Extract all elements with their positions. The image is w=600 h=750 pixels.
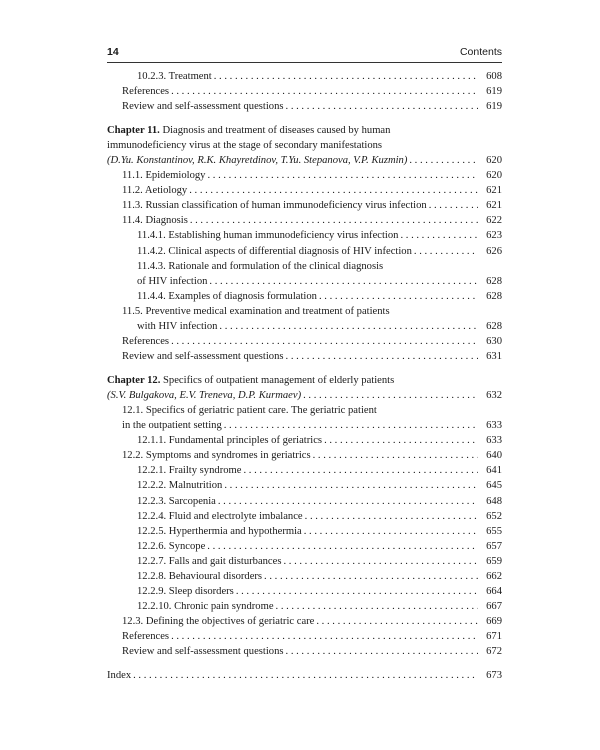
toc-entry[interactable] [107, 274, 502, 289]
dot-leader [189, 183, 478, 198]
page-ref: 633 [486, 435, 502, 447]
section-gap [107, 364, 502, 373]
toc-entry[interactable] [107, 198, 502, 213]
running-title: Contents [459, 46, 502, 58]
page-ref: 659 [486, 555, 502, 567]
header-rule [107, 62, 502, 63]
entry-title: 12.2.9. Sleep disorders [137, 586, 234, 598]
page-ref: 626 [486, 245, 502, 257]
page-ref: 623 [486, 230, 502, 242]
dot-leader [236, 584, 478, 599]
entry-title: 12.2.6. Syncope [137, 540, 206, 552]
entry-title: 11.3. Russian classification of human immunodeficiency virus infection [122, 200, 427, 212]
page-ref: 655 [486, 525, 502, 537]
page-ref: 622 [486, 215, 502, 227]
page-ref: 633 [486, 420, 502, 432]
page-ref: 628 [486, 321, 502, 332]
page-ref: 645 [486, 480, 502, 492]
entry-title: 12.2.7. Falls and gait disturbances [137, 555, 282, 567]
dot-leader [243, 463, 478, 478]
toc-entry[interactable] [107, 554, 502, 569]
section-gap [107, 660, 502, 669]
entry-title: in the outpatient setting [122, 420, 222, 432]
dot-leader [276, 599, 478, 614]
page-ref: 648 [486, 495, 502, 507]
chapter-authors: (S.V. Bulgakova, E.V. Treneva, D.P. Kurmaev) [107, 389, 302, 401]
page-ref: 667 [486, 601, 502, 613]
entry-title: Index [107, 670, 132, 682]
dot-leader [324, 433, 478, 448]
chapter-title: Diagnosis and treatment of diseases caused by human [162, 124, 391, 136]
dot-leader [303, 388, 478, 403]
entry-title: 12.1.1. Fundamental principles of geriatrics [137, 435, 323, 447]
dot-leader [409, 153, 478, 168]
page-ref: 640 [486, 450, 502, 462]
chapter-authors: (D.Yu. Konstantinov, R.K. Khayretdinov, T.Yu. Stepanova, V.P. Kuzmin) [107, 154, 408, 166]
dot-leader [219, 319, 478, 334]
page-ref: 620 [486, 170, 502, 182]
chapter-heading-line[interactable] [107, 138, 502, 153]
dot-leader [207, 168, 478, 183]
dot-leader [214, 69, 478, 84]
toc-entry[interactable] [107, 213, 502, 228]
page-ref: 671 [486, 631, 502, 643]
toc-entry[interactable] [107, 334, 502, 349]
entry-title: 11.1. Epidemiology [122, 170, 206, 182]
dot-leader [224, 478, 478, 493]
dot-leader [305, 509, 478, 524]
toc-entry[interactable] [107, 228, 502, 243]
page-ref: 672 [486, 646, 502, 658]
dot-leader [224, 418, 478, 433]
page-ref: 641 [486, 465, 502, 477]
page-ref: 630 [486, 336, 502, 348]
toc-entry[interactable] [107, 244, 502, 259]
dot-leader [286, 349, 478, 364]
entry-title: References [122, 631, 170, 643]
entry-title: Review and self-assessment questions [122, 351, 284, 363]
entry-title: 12.2.5. Hyperthermia and hypothermia [137, 525, 302, 537]
entry-title: 12.1. Specifics of geriatric patient care. The geriatric patient [122, 404, 377, 416]
entry-title: 11.5. Preventive medical examination and treatment of patients [122, 305, 390, 317]
toc-entry[interactable] [107, 69, 502, 84]
entry-title [107, 153, 407, 168]
chapter-label: Chapter 12. [107, 374, 161, 386]
toc-entry[interactable] [107, 84, 502, 99]
dot-leader [171, 629, 478, 644]
toc-entry[interactable] [107, 584, 502, 599]
toc-entry[interactable] [107, 599, 502, 614]
entry-title: 12.3. Defining the objectives of geriatric care [122, 616, 315, 628]
page-ref: 619 [486, 86, 502, 98]
page-ref: 628 [486, 290, 502, 302]
dot-leader [429, 198, 478, 213]
toc-entry[interactable] [107, 644, 502, 659]
entry-title: 11.4.1. Establishing human immunodeficiency virus infection [137, 230, 399, 242]
chapter-label: Chapter 11. [107, 124, 160, 136]
chapter-heading-line[interactable] [107, 373, 502, 388]
dot-leader [319, 289, 478, 304]
dot-leader [218, 494, 478, 509]
toc-entry[interactable] [107, 668, 502, 683]
entry-title: 11.4.2. Clinical aspects of differential diagnosis of HIV infection [137, 245, 412, 257]
entry-title: 12.2.1. Frailty syndrome [137, 465, 242, 477]
chapter-title: Specifics of outpatient management of elderly patients [163, 374, 395, 386]
page-ref: 673 [486, 670, 502, 682]
entry-title: 12.2.8. Behavioural disorders [137, 571, 263, 582]
dot-leader [313, 448, 478, 463]
entry-title: 12.2.2. Malnutrition [137, 480, 223, 492]
entry-title: 11.4.3. Rationale and formulation of the clinical diagnosis [137, 260, 384, 272]
entry-title: Review and self-assessment questions [122, 646, 284, 658]
page-ref: 652 [486, 510, 502, 522]
dot-leader [304, 524, 478, 539]
toc-entry[interactable] [107, 629, 502, 644]
toc-entry[interactable] [107, 478, 502, 493]
dot-leader [171, 334, 478, 349]
toc-entry[interactable] [107, 524, 502, 539]
dot-leader [133, 668, 478, 683]
dot-leader [414, 244, 478, 259]
dot-leader [190, 213, 478, 228]
toc-entry[interactable] [107, 259, 502, 274]
page-ref: 619 [486, 101, 502, 113]
entry-title: with HIV infection [137, 321, 218, 332]
entry-title: 11.4.4. Examples of diagnosis formulation [137, 290, 317, 302]
page-ref: 664 [486, 586, 502, 598]
toc-entry[interactable] [107, 289, 502, 304]
toc-entry[interactable] [107, 494, 502, 509]
toc-entry[interactable] [107, 539, 502, 554]
chapter-authors-row[interactable] [107, 388, 502, 403]
entry-title: 12.2.10. Chronic pain syndrome [137, 601, 274, 613]
page-ref: 631 [486, 351, 502, 363]
page-ref: 669 [486, 616, 502, 628]
entry-title: References [122, 86, 170, 98]
dot-leader [400, 228, 478, 243]
dot-leader [171, 84, 478, 99]
toc-entry[interactable] [107, 168, 502, 183]
page-ref: 620 [486, 154, 502, 166]
page-ref: 657 [486, 540, 502, 552]
toc-entry[interactable] [107, 569, 502, 584]
page-ref: 628 [486, 275, 502, 287]
toc-entry[interactable] [107, 509, 502, 524]
entry-title [107, 388, 301, 403]
dot-leader [316, 614, 478, 629]
entry-title: 12.2.3. Sarcopenia [137, 495, 216, 507]
page-ref: 608 [486, 71, 502, 82]
toc-entry[interactable] [107, 99, 502, 114]
toc-entry[interactable] [107, 183, 502, 198]
dot-leader [207, 539, 478, 554]
table-of-contents [107, 69, 502, 683]
entry-title: 11.2. Aetiology [122, 185, 188, 197]
toc-entry[interactable] [107, 304, 502, 319]
page-ref: 621 [486, 200, 502, 212]
dot-leader [286, 644, 478, 659]
entry-title: 11.4. Diagnosis [122, 215, 188, 227]
dot-leader [283, 554, 478, 569]
chapter-heading-line[interactable] [107, 123, 502, 138]
page-ref: 632 [486, 389, 502, 401]
page-ref: 662 [486, 571, 502, 582]
toc-entry[interactable] [107, 614, 502, 629]
entry-title: References [122, 336, 170, 348]
toc-entry[interactable] [107, 403, 502, 418]
page-number: 14 [107, 46, 119, 58]
toc-entry[interactable] [107, 448, 502, 463]
dot-leader [264, 569, 478, 584]
toc-entry[interactable] [107, 319, 502, 334]
running-header [107, 46, 502, 62]
toc-entry[interactable] [107, 349, 502, 364]
entry-title: Review and self-assessment questions [122, 101, 284, 113]
chapter-authors-row[interactable] [107, 153, 502, 168]
toc-entry[interactable] [107, 433, 502, 448]
entry-title: 10.2.3. Treatment [137, 71, 212, 82]
section-gap [107, 114, 502, 123]
page-ref: 621 [486, 185, 502, 197]
toc-entry[interactable] [107, 418, 502, 433]
dot-leader [286, 99, 478, 114]
chapter-title: immunodeficiency virus at the stage of secondary manifestations [107, 139, 383, 151]
entry-title: of HIV infection [137, 275, 208, 287]
entry-title: 12.2. Symptoms and syndromes in geriatrics [122, 450, 311, 462]
dot-leader [209, 274, 478, 289]
entry-title: 12.2.4. Fluid and electrolyte imbalance [137, 510, 303, 522]
toc-entry[interactable] [107, 463, 502, 478]
